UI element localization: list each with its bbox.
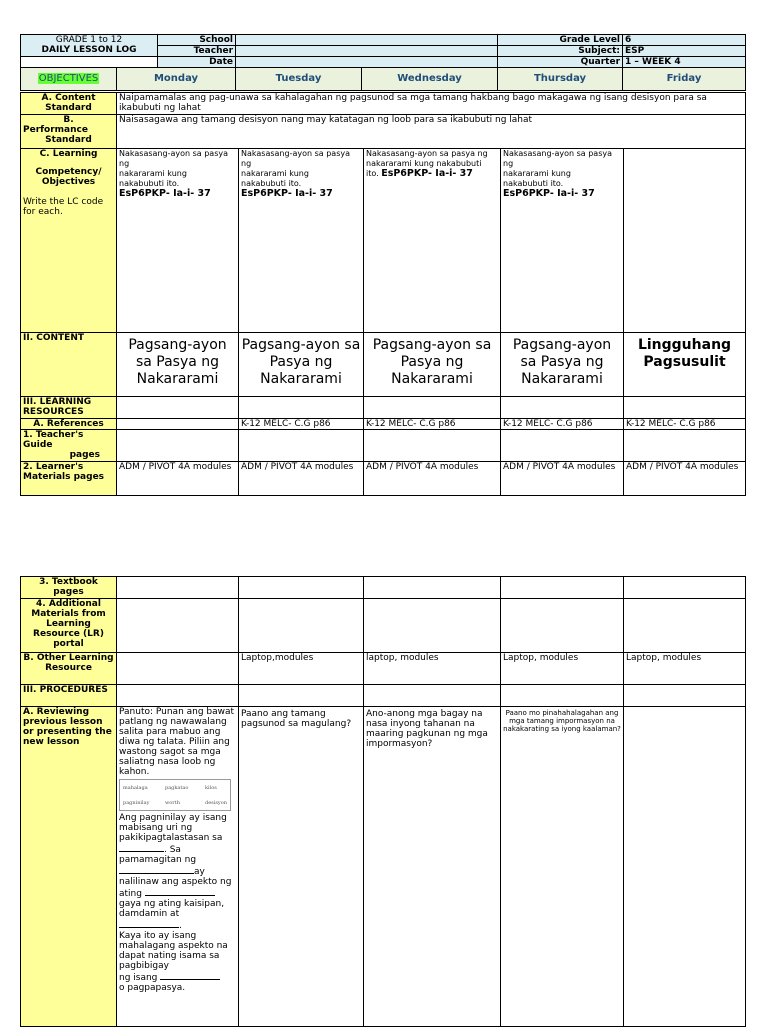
- word-pagkatao: pagkatao: [165, 785, 189, 791]
- other-resources-label: B. Other Learning Resource: [21, 653, 117, 685]
- lc-mon-l4: nakabubuti ito.: [119, 179, 180, 188]
- lc-label-b: Competency/ Objectives: [35, 167, 102, 187]
- lc-tue-code: EsP6PKP- Ia-i- 37: [241, 188, 333, 199]
- blank-1[interactable]: [119, 843, 164, 852]
- day-monday: Monday: [117, 68, 236, 91]
- log-title: DAILY LESSON LOG: [41, 45, 137, 55]
- para-7: Kaya ito ay isang mahalagang aspekto na dapat nating isama sa pagbibigay: [119, 931, 228, 971]
- content-monday: Pagsang-ayon sa Pasya ng Nakararami: [117, 333, 239, 397]
- references-wednesday: K-12 MELC- C.G p86: [364, 419, 501, 430]
- lc-tuesday: [239, 149, 364, 333]
- or-friday: Laptop, modules: [624, 653, 746, 685]
- tg-label-b: pages: [69, 450, 100, 460]
- learning-competency-label: [21, 149, 117, 333]
- procedures-label: III. PROCEDURES: [21, 685, 117, 707]
- objectives-header: [21, 68, 117, 91]
- reviewing-monday: [117, 707, 239, 1027]
- lc-friday: [624, 149, 746, 333]
- lc-wednesday: [364, 149, 501, 333]
- lesson-log-table-bottom: [20, 576, 746, 1027]
- blank-4[interactable]: [119, 919, 179, 928]
- reviewing-label: A. Reviewing previous lesson or presenting the new lesson: [21, 707, 117, 1027]
- content-wednesday: Pagsang-ayon sa Pasya ng Nakararami: [364, 333, 501, 397]
- content-tuesday: Pagsang-ayon sa Pasya ng Nakararami: [239, 333, 364, 397]
- lc-label-c: Write the LC code for each.: [23, 197, 104, 217]
- word-desisyon: desisyon: [205, 800, 227, 806]
- performance-standard-label: [21, 115, 117, 149]
- teacher-value[interactable]: [236, 46, 498, 57]
- references-tuesday: K-12 MELC- C.G p86: [239, 419, 364, 430]
- subject-value[interactable]: ESP: [623, 46, 746, 57]
- day-thursday: Thursday: [498, 68, 623, 91]
- grade-level-label: Grade Level: [498, 35, 623, 46]
- lc-label-a: C. Learning: [39, 149, 98, 159]
- para-9: o pagpapasya.: [119, 983, 186, 993]
- lm-monday: ADM / PIVOT 4A modules: [117, 462, 239, 496]
- para-3: ay nalilinaw ang aspekto ng: [119, 867, 232, 887]
- lc-monday: [117, 149, 239, 333]
- blank-3[interactable]: [145, 887, 215, 896]
- log-title-cell: [21, 35, 158, 57]
- or-thursday: Laptop, modules: [501, 653, 624, 685]
- performance-standard-text: Naisasagawa ang tamang desisyon nang may katatagan ng loob para sa ikabubuti ng lahat: [117, 115, 746, 149]
- references-friday: K-12 MELC- C.G p86: [624, 419, 746, 430]
- blank-2[interactable]: [119, 865, 194, 874]
- lc-wed-l1: Nakasasang-ayon sa pasya ng: [366, 149, 488, 158]
- word-pagninilay: pagninilay: [123, 800, 150, 806]
- lc-thu-l4: nakabubuti ito.: [503, 179, 564, 188]
- reviewing-friday: [624, 707, 746, 1027]
- reviewing-wednesday: Ano-anong mga bagay na nasa inyong tahanan na maaring pagkunan ng mga impormasyon?: [364, 707, 501, 1027]
- additional-materials-label: 4. Additional Materials from Learning Resource (LR) portal: [21, 599, 117, 653]
- quarter-value[interactable]: 1 – WEEK 4: [623, 57, 746, 68]
- lc-thu-l3: nakararami kung: [503, 169, 571, 178]
- lc-mon-l3: nakararami kung: [119, 169, 187, 178]
- learning-resources-label: III. LEARNING RESOURCES: [21, 397, 117, 419]
- references-monday: [117, 419, 239, 430]
- lc-mon-l1: Nakasasang-ayon sa pasya: [119, 149, 228, 158]
- review-mon-paragraph: [119, 813, 236, 993]
- lesson-log-table-top: [20, 34, 746, 91]
- day-tuesday-wednesday: [236, 68, 498, 91]
- perf-label-c: Standard: [45, 135, 92, 145]
- word-mahalaga: mahalaga: [123, 785, 148, 791]
- content-standard-text: Naipamamalas ang pag-unawa sa kahalagahan ng pagsunod sa mga tamang hakbang bago makagawa ng isang desisyon para sa ikabubuti ng lahat: [117, 93, 746, 115]
- word-kilos: kilos: [205, 785, 217, 791]
- lc-thu-l2: ng: [503, 159, 514, 168]
- reviewing-thursday: Paano mo pinahahalagahan ang mga tamang impormasyon na nakakarating sa iyong kaalaman?: [501, 707, 624, 1027]
- textbook-label: 3. Textbook pages: [21, 577, 117, 599]
- grade-line: GRADE 1 to 12: [55, 35, 123, 45]
- reviewing-tuesday: Paano ang tamang pagsunod sa magulang?: [239, 707, 364, 1027]
- lc-thursday: [501, 149, 624, 333]
- tg-label-a: 1. Teacher's Guide: [23, 430, 84, 450]
- references-label: A. References: [21, 419, 117, 430]
- lc-tue-l4: nakabubuti ito.: [241, 179, 302, 188]
- teacher-label: Teacher: [158, 46, 236, 57]
- para-2: . Sa pamamagitan ng: [119, 845, 197, 865]
- learners-materials-label: 2. Learner's Materials pages: [21, 462, 117, 496]
- subject-label: Subject:: [498, 46, 623, 57]
- lc-tue-l3: nakararami kung: [241, 169, 309, 178]
- lc-mon-code: EsP6PKP- Ia-i- 37: [119, 188, 211, 199]
- lm-wednesday: ADM / PIVOT 4A modules: [364, 462, 501, 496]
- grade-level-value[interactable]: 6: [623, 35, 746, 46]
- date-label: Date: [158, 57, 236, 68]
- para-6: .: [179, 921, 182, 931]
- references-thursday: K-12 MELC- C.G p86: [501, 419, 624, 430]
- para-4: ating: [119, 889, 142, 899]
- school-label: School: [158, 35, 236, 46]
- day-wednesday: Wednesday: [397, 73, 462, 84]
- day-tuesday: Tuesday: [236, 68, 362, 90]
- lesson-log-table-main: [20, 92, 746, 496]
- lm-friday: ADM / PIVOT 4A modules: [624, 462, 746, 496]
- para-8: ng isang: [119, 973, 158, 983]
- quarter-label: Quarter: [498, 57, 623, 68]
- lc-tue-l2: ng: [241, 159, 252, 168]
- content-thursday: Pagsang-ayon sa Pasya ng Nakararami: [501, 333, 624, 397]
- objectives-label: OBJECTIVES: [38, 73, 99, 84]
- word-worth: worth: [165, 800, 180, 806]
- date-value[interactable]: [236, 57, 498, 68]
- word-choice-box: [119, 779, 231, 811]
- lc-thu-code: EsP6PKP- Ia-i- 37: [503, 188, 595, 199]
- lc-wed-code: EsP6PKP- Ia-i- 37: [381, 168, 473, 179]
- lm-tuesday: ADM / PIVOT 4A modules: [239, 462, 364, 496]
- perf-label-a: B.: [63, 115, 74, 125]
- lc-thu-l1: Nakasasang-ayon sa pasya: [503, 149, 612, 158]
- content-label: II. CONTENT: [21, 333, 117, 397]
- lc-tue-l1: Nakasasang-ayon sa pasya: [241, 149, 350, 158]
- teachers-guide-label: [21, 430, 117, 462]
- para-5: gaya ng ating kaisipan, damdamin at: [119, 899, 225, 919]
- lm-thursday: ADM / PIVOT 4A modules: [501, 462, 624, 496]
- review-mon-intro: Panuto: Punan ang bawat patlang ng nawawalang salita para mabuo ang diwa ng talata. Piliin ang wastong sagot sa mga saliatng nasa loob ng kahon.: [119, 707, 235, 777]
- content-friday: Lingguhang Pagsusulit: [624, 333, 746, 397]
- perf-label-b: Performance: [23, 125, 88, 135]
- school-value[interactable]: [236, 35, 498, 46]
- day-friday: Friday: [623, 68, 746, 91]
- para-1: Ang pagninilay ay isang mabisang uri ng pakikipagtalastasan sa: [119, 813, 227, 843]
- lc-wed-l3: ito.: [366, 169, 379, 178]
- lc-mon-l2: ng: [119, 159, 130, 168]
- lc-wed-l2: nakararami kung nakabubuti: [366, 159, 482, 168]
- blank-5[interactable]: [160, 971, 220, 980]
- or-wednesday: laptop, modules: [364, 653, 501, 685]
- or-tuesday: Laptop,modules: [239, 653, 364, 685]
- content-standard-label: A. Content Standard: [21, 93, 117, 115]
